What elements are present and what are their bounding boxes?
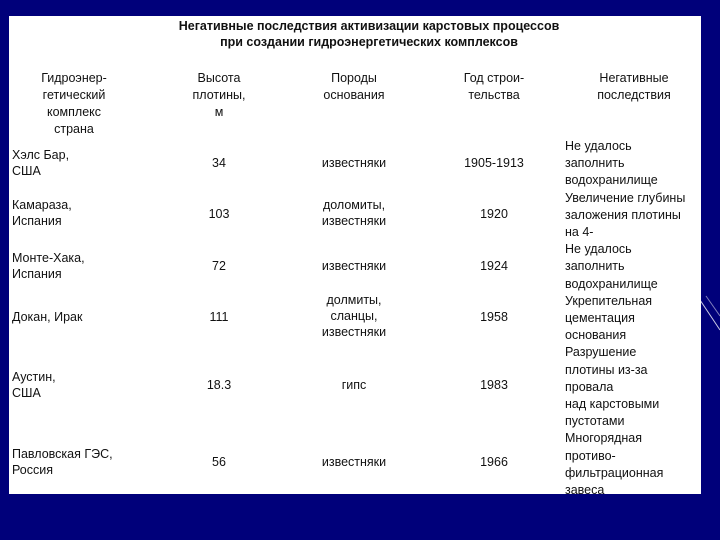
row-3-year: 1924 [480,259,508,273]
row-4-complex: Докан, Ирак [12,310,83,324]
row-3-consequences: Не удалось заполнить водохранилище [565,242,658,291]
row-3-complex: Монте-Хака, Испания [12,251,85,281]
row-2-year: 1920 [480,207,508,221]
row-5-complex: Аустин, США [12,370,56,400]
row-4-height: 111 [209,310,229,324]
row-1-height: 34 [212,156,226,170]
row-3-height: 72 [212,259,226,273]
row-5-year: 1983 [480,378,508,392]
row-1-complex: Хэлс Бар, США [12,148,70,178]
row-6-height: 56 [212,455,226,469]
row-5-consequences: Разрушение плотины из-за провала над карстовыми пустотами [565,345,660,429]
table-slide [9,16,701,498]
row-6-rocks: известняки [321,455,387,469]
row-4-year: 1958 [480,310,508,324]
row-6-consequences: Многорядная противо- фильтрационная завеса [565,431,664,498]
table-title: Негативные последствия активизации карстовых процессов при создании гидроэнергетических комплексов [178,19,560,49]
row-2-consequences: Увеличение глубины заложения плотины на 4- [565,190,686,240]
header-height: Высота плотины, м [192,71,246,119]
row-4-consequences: Укрепительная цементация основания [565,293,653,343]
row-1-rocks: известняки [321,156,387,170]
header-consequences: Негативные последствия [597,71,671,102]
row-6-complex: Павловская ГЭС, Россия [12,447,113,477]
row-2-complex: Камараза, Испания [12,198,72,228]
row-3-rocks: известняки [321,259,387,273]
row-5-rocks: гипс [341,378,367,392]
row-2-height: 103 [208,207,230,221]
header-rocks: Породы основания [323,71,385,102]
consequences-column [565,138,701,499]
row-2-rocks: доломиты, известняки [321,198,387,228]
row-1-consequences: Не удалось заполнить водохранилище [565,139,658,188]
header-complex: Гидроэнер- гетический комплекс страна [41,71,107,136]
row-6-year: 1966 [480,455,508,469]
row-4-rocks: долмиты, сланцы, известняки [321,293,387,339]
header-year: Год строи- тельства [463,71,525,102]
row-5-height: 18.3 [206,378,232,392]
row-1-year: 1905-1913 [464,156,524,170]
